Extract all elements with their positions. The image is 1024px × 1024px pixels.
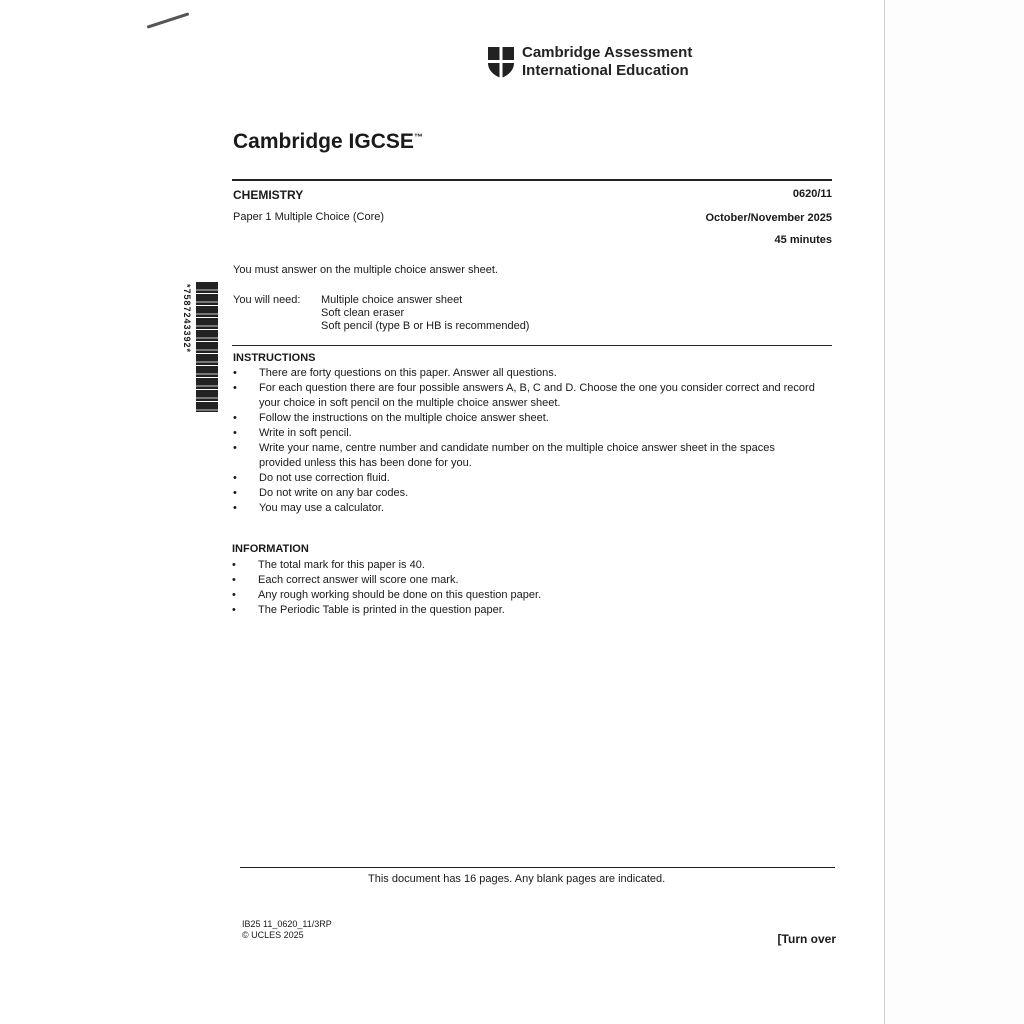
information-item: • The Periodic Table is printed in the question paper. [232, 603, 838, 618]
must-answer: You must answer on the multiple choice answer sheet. [233, 264, 498, 276]
shield-icon [486, 45, 516, 79]
information-heading: INFORMATION [232, 543, 309, 555]
cambridge-logo [486, 44, 692, 80]
org-name-line2: International Education [522, 62, 689, 79]
information-item: • Any rough working should be done on this question paper. [232, 588, 838, 603]
divider [232, 179, 832, 181]
information-list [232, 558, 838, 618]
turn-over: [Turn over [777, 932, 836, 946]
instructions-heading: INSTRUCTIONS [233, 352, 316, 364]
title-text: Cambridge IGCSE [233, 130, 414, 153]
instruction-item: • There are forty questions on this paper. Answer all questions. [233, 366, 839, 381]
pages-note: This document has 16 pages. Any blank pages are indicated. [368, 873, 666, 885]
instructions-list [233, 366, 839, 516]
instruction-item: • Do not write on any bar codes. [233, 486, 839, 501]
divider [232, 345, 832, 346]
you-will-need-label: You will need: [233, 294, 301, 306]
instruction-item: • For each question there are four possible answers A, B, C and D. Choose the one you consider correct and record your choice in soft pencil on the multiple choice answer sheet. [233, 381, 839, 411]
paper-name: Paper 1 Multiple Choice (Core) [233, 211, 385, 223]
instruction-item: • Do not use correction fluid. [233, 471, 839, 486]
page-title [233, 130, 423, 154]
session: October/November 2025 [705, 212, 832, 224]
need-item: Multiple choice answer sheet [321, 294, 463, 306]
instruction-item: • Write your name, centre number and candidate number on the multiple choice answer sheet in the spaces provided unless this has been done for you. [233, 441, 819, 471]
instruction-item: • You may use a calculator. [233, 501, 839, 516]
need-item: Soft clean eraser [321, 307, 405, 319]
information-item: • The total mark for this paper is 40. [232, 558, 838, 573]
barcode-number: *7587243392* [182, 284, 192, 354]
document-ref: IB25 11_0620_11/3RP [242, 919, 332, 929]
divider [240, 867, 835, 868]
instruction-item: • Follow the instructions on the multiple choice answer sheet. [233, 411, 839, 426]
page-edge [884, 0, 885, 1024]
information-item: • Each correct answer will score one mark. [232, 573, 838, 588]
trademark: ™ [413, 132, 423, 142]
scan-background [885, 0, 1024, 1024]
pen-mark [147, 12, 190, 28]
paper-code: 0620/11 [792, 188, 832, 200]
org-name-line1: Cambridge Assessment [522, 44, 693, 61]
instruction-item: • Write in soft pencil. [233, 426, 839, 441]
subject: CHEMISTRY [233, 188, 304, 202]
duration: 45 minutes [774, 234, 832, 246]
copyright: © UCLES 2025 [242, 930, 304, 940]
barcode [196, 282, 218, 412]
need-item: Soft pencil (type B or HB is recommended) [321, 320, 530, 332]
